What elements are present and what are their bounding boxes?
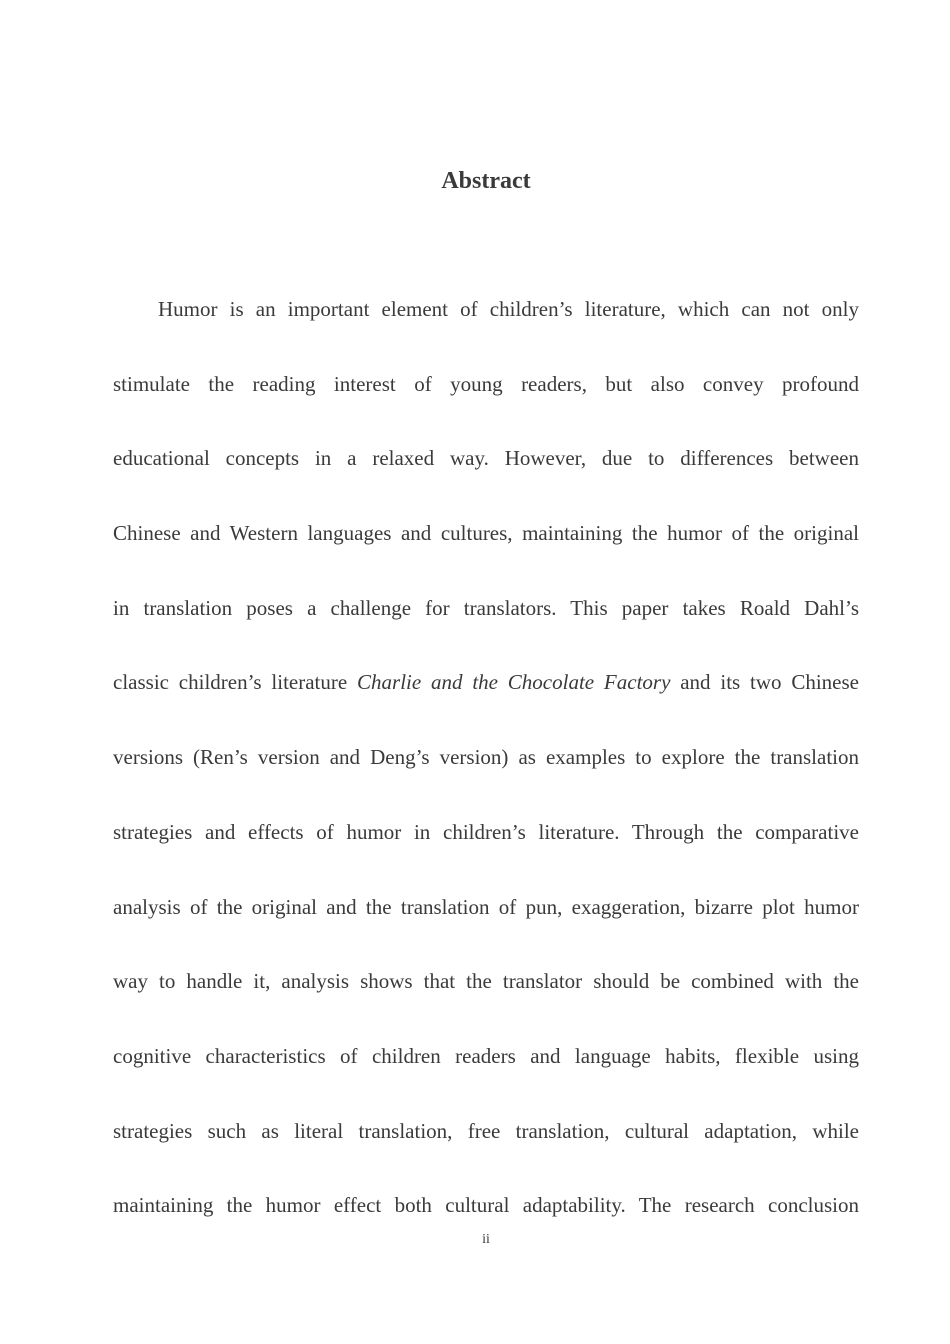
abstract-line: maintaining the humor effect both cultural adaptability. The research conclusion <box>113 1193 859 1218</box>
abstract-line: strategies and effects of humor in children’s literature. Through the comparative <box>113 819 859 844</box>
abstract-line: stimulate the reading interest of young readers, but also convey profound <box>113 371 859 396</box>
abstract-line: Chinese and Western languages and cultures, maintaining the humor of the original <box>113 521 859 546</box>
abstract-line-with-book-title <box>113 666 859 741</box>
book-title: Charlie and the Chocolate Factory <box>357 670 671 695</box>
abstract-line: way to handle it, analysis shows that the translator should be combined with the <box>113 969 859 994</box>
line-text-after-title: and its two Chinese <box>670 670 860 695</box>
abstract-line: Humor is an important element of children’s literature, which can not only <box>158 297 859 321</box>
abstract-line: educational concepts in a relaxed way. However, due to differences between <box>113 446 859 471</box>
abstract-line: strategies such as literal translation, free translation, cultural adaptation, while <box>113 1118 859 1143</box>
abstract-line: cognitive characteristics of children readers and language habits, flexible using <box>113 1043 859 1068</box>
line-text-before-title: classic children’s literature <box>113 670 358 695</box>
abstract-line: versions (Ren’s version and Deng’s version) as examples to explore the translation <box>113 745 859 770</box>
page-number: ii <box>482 1232 490 1247</box>
abstract-line: in translation poses a challenge for translators. This paper takes Roald Dahl’s <box>113 595 859 620</box>
abstract-body <box>113 293 859 1264</box>
abstract-heading: Abstract <box>441 168 531 194</box>
abstract-line: analysis of the original and the translation of pun, exaggeration, bizarre plot humor <box>113 894 859 919</box>
